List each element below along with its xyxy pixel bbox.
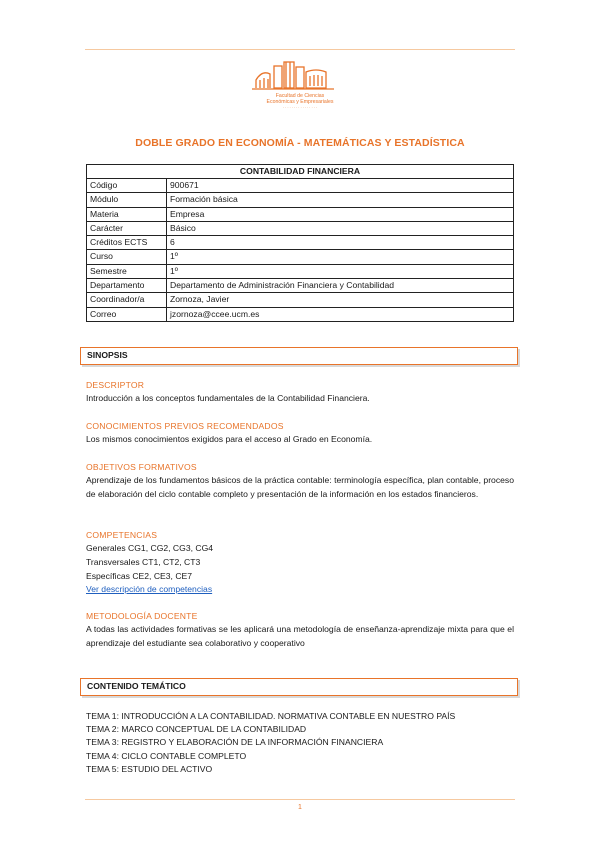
tema-item: TEMA 4: CICLO CONTABLE COMPLETO	[86, 751, 247, 761]
row-value: Empresa	[167, 207, 514, 221]
objetivos-text: Aprendizaje de los fundamentos básicos de la práctica contable: terminología específica, plan contable, proceso de elaboración del ciclo contable completo y presentación de la información en los estados financieros.	[86, 475, 514, 499]
table-row	[87, 293, 514, 307]
row-label: Módulo	[87, 193, 167, 207]
section-title: CONTENIDO TEMÁTICO	[87, 681, 186, 691]
tema-item: TEMA 1: INTRODUCCIÓN A LA CONTABILIDAD. NORMATIVA CONTABLE EN NUESTRO PAÍS	[86, 711, 456, 721]
descriptor-text: Introducción a los conceptos fundamentales de la Contabilidad Financiera.	[86, 393, 370, 403]
objetivos-heading: OBJETIVOS FORMATIVOS	[86, 462, 197, 472]
tema-item: TEMA 2: MARCO CONCEPTUAL DE LA CONTABILIDAD	[86, 724, 307, 734]
row-value: 6	[167, 236, 514, 250]
metodologia-heading: METODOLOGÍA DOCENTE	[86, 611, 198, 621]
row-label: Correo	[87, 307, 167, 321]
table-row	[87, 193, 514, 207]
header-rule	[85, 49, 515, 50]
table-row	[87, 307, 514, 321]
table-row	[87, 207, 514, 221]
svg-text:· · · · · · · · · · · · · · ·: · · · · · · · · · · · · · · · ·	[282, 106, 318, 110]
degree-title: DOBLE GRADO EN ECONOMÍA - MATEMÁTICAS Y ESTADÍSTICA	[135, 137, 465, 149]
row-value: jzornoza@ccee.ucm.es	[167, 307, 514, 321]
row-label: Carácter	[87, 221, 167, 235]
section-header-contenido	[80, 678, 518, 696]
competencias-especificas: Específicas CE2, CE3, CE7	[86, 571, 193, 581]
competencias-link-wrap	[86, 583, 212, 597]
row-value: Zornoza, Javier	[167, 293, 514, 307]
row-value: Básico	[167, 221, 514, 235]
row-value: 900671	[167, 179, 514, 193]
table-row	[87, 279, 514, 293]
table-row	[87, 221, 514, 235]
competencias-transversales: Transversales CT1, CT2, CT3	[86, 557, 201, 567]
conocimientos-heading: CONOCIMIENTOS PREVIOS RECOMENDADOS	[86, 421, 284, 431]
table-row	[87, 264, 514, 278]
row-value: Departamento de Administración Financiera y Contabilidad	[167, 279, 514, 293]
competencias-generales: Generales CG1, CG2, CG3, CG4	[86, 543, 214, 553]
row-value: Formación básica	[167, 193, 514, 207]
descriptor-heading: DESCRIPTOR	[86, 380, 145, 390]
row-label: Semestre	[87, 264, 167, 278]
svg-text:Facultad de Ciencias: Facultad de Ciencias	[275, 93, 325, 99]
row-label: Código	[87, 179, 167, 193]
svg-text:Económicas y Empresariales: Económicas y Empresariales	[266, 99, 334, 105]
table-row	[87, 250, 514, 264]
tema-item: TEMA 5: ESTUDIO DEL ACTIVO	[86, 764, 213, 774]
row-value: 1º	[167, 264, 514, 278]
conocimientos-text: Los mismos conocimientos exigidos para el acceso al Grado en Economía.	[86, 434, 373, 444]
row-label: Curso	[87, 250, 167, 264]
row-value: 1º	[167, 250, 514, 264]
metodologia-text: A todas las actividades formativas se les aplicará una metodología de enseñanza-aprendizaje mixta para que el aprendizaje del estudiante sea colaborativo y cooperativo	[86, 624, 514, 648]
footer-rule	[85, 799, 515, 800]
row-label: Materia	[87, 207, 167, 221]
row-label: Créditos ECTS	[87, 236, 167, 250]
table-row	[87, 179, 514, 193]
tema-item: TEMA 3: REGISTRO Y ELABORACIÓN DE LA INFORMACIÓN FINANCIERA	[86, 737, 384, 747]
faculty-logo	[250, 58, 350, 114]
row-label: Departamento	[87, 279, 167, 293]
table-row	[87, 236, 514, 250]
competencias-link[interactable]: Ver descripción de competencias	[86, 584, 213, 594]
section-header-sinopsis	[80, 347, 518, 365]
row-label: Coordinador/a	[87, 293, 167, 307]
competencias-heading: COMPETENCIAS	[86, 530, 158, 540]
subject-info-table	[86, 164, 514, 322]
section-title: SINOPSIS	[87, 350, 128, 360]
page-number: 1	[298, 804, 302, 811]
subject-name: CONTABILIDAD FINANCIERA	[87, 165, 514, 179]
